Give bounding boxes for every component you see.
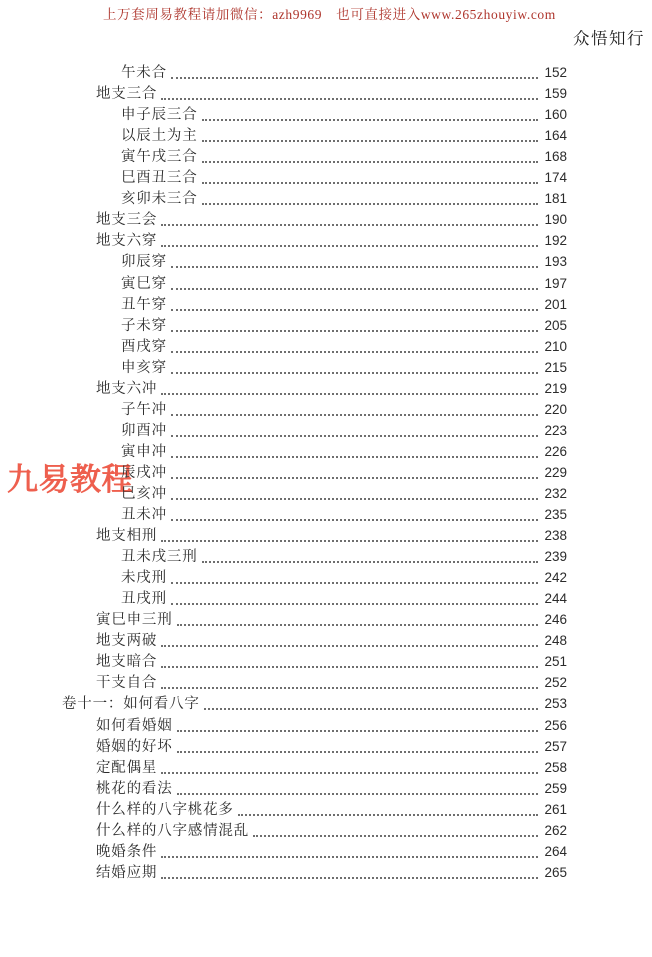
toc-entry-title: 寅申冲	[121, 443, 167, 460]
toc-dot-leader	[161, 877, 538, 879]
toc-entry-title: 寅巳申三刑	[96, 612, 173, 629]
toc-entry[interactable]	[62, 167, 567, 188]
toc-page-number: 219	[544, 380, 567, 396]
toc-page-number: 242	[544, 570, 567, 586]
toc-entry-title: 地支六穿	[96, 233, 158, 250]
toc-page-number: 181	[544, 191, 567, 207]
toc-entry[interactable]	[62, 420, 567, 441]
toc-dot-leader	[171, 519, 538, 521]
toc-dot-leader	[202, 140, 539, 142]
toc-entry-title: 桃花的看法	[96, 780, 173, 797]
toc-dot-leader	[202, 182, 539, 184]
toc-entry[interactable]	[62, 504, 567, 525]
toc-page-number: 253	[544, 696, 567, 712]
toc-page-number: 190	[544, 212, 567, 228]
toc-dot-leader	[202, 561, 539, 563]
toc-entry[interactable]	[62, 672, 567, 693]
toc-page-number: 215	[544, 359, 567, 375]
toc-entry[interactable]	[62, 62, 567, 83]
toc-page-number: 226	[544, 443, 567, 459]
toc-page-number: 197	[544, 275, 567, 291]
toc-list	[62, 62, 567, 883]
toc-entry-title: 午未合	[121, 65, 167, 82]
toc-page-number: 265	[544, 864, 567, 880]
toc-dot-leader	[171, 414, 538, 416]
toc-entry-title: 寅巳穿	[121, 275, 167, 292]
toc-dot-leader	[171, 456, 538, 458]
toc-page-number: 160	[544, 107, 567, 123]
toc-entry[interactable]	[62, 441, 567, 462]
toc-entry-title: 卯辰穿	[121, 254, 167, 271]
toc-dot-leader	[171, 435, 538, 437]
toc-entry-title: 什么样的八字感情混乱	[96, 822, 249, 839]
toc-entry-title: 婚姻的好坏	[96, 738, 173, 755]
toc-entry-title: 卷十一：如何看八字	[62, 696, 200, 713]
toc-page-number: 248	[544, 633, 567, 649]
toc-page-number: 251	[544, 654, 567, 670]
toc-dot-leader	[204, 708, 538, 710]
toc-entry-title: 结婚应期	[96, 864, 158, 881]
toc-dot-leader	[171, 330, 538, 332]
toc-entry-title: 地支两破	[96, 633, 158, 650]
toc-entry-title: 寅午戌三合	[121, 149, 198, 166]
toc-entry[interactable]	[62, 651, 567, 672]
toc-page-number: 201	[544, 296, 567, 312]
toc-entry[interactable]	[62, 251, 567, 272]
toc-dot-leader	[171, 603, 538, 605]
toc-entry-title: 未戌刑	[121, 570, 167, 587]
toc-entry[interactable]	[62, 714, 567, 735]
toc-entry[interactable]	[62, 483, 567, 504]
toc-entry[interactable]	[62, 462, 567, 483]
toc-entry-title: 什么样的八字桃花多	[96, 801, 234, 818]
toc-dot-leader	[161, 645, 538, 647]
toc-dot-leader	[253, 835, 538, 837]
toc-entry[interactable]	[62, 336, 567, 357]
toc-entry-title: 地支六冲	[96, 380, 158, 397]
toc-entry[interactable]	[62, 125, 567, 146]
toc-entry-title: 地支暗合	[96, 654, 158, 671]
toc-entry[interactable]	[62, 693, 567, 714]
toc-entry-title: 以辰土为主	[121, 128, 198, 145]
toc-page-number: 220	[544, 401, 567, 417]
toc-entry[interactable]	[62, 799, 567, 820]
toc-entry-title: 申亥穿	[121, 359, 167, 376]
watermark-text: 九易教程	[7, 462, 133, 497]
toc-entry-title: 丑午穿	[121, 296, 167, 313]
toc-entry-title: 地支相刑	[96, 528, 158, 545]
toc-page-number: 238	[544, 528, 567, 544]
toc-page-number: 262	[544, 822, 567, 838]
toc-page-number: 168	[544, 149, 567, 165]
toc-page-number: 246	[544, 612, 567, 628]
toc-page-number: 192	[544, 233, 567, 249]
toc-entry[interactable]	[62, 609, 567, 630]
toc-entry-title: 卯酉冲	[121, 422, 167, 439]
toc-entry-title: 丑戌刑	[121, 591, 167, 608]
toc-dot-leader	[161, 687, 538, 689]
toc-entry-title: 子午冲	[121, 401, 167, 418]
toc-dot-leader	[171, 77, 538, 79]
toc-entry[interactable]	[62, 778, 567, 799]
toc-dot-leader	[177, 730, 539, 732]
toc-page-number: 258	[544, 759, 567, 775]
toc-entry[interactable]	[62, 862, 567, 883]
toc-entry[interactable]	[62, 567, 567, 588]
toc-dot-leader	[238, 814, 538, 816]
toc-dot-leader	[161, 393, 538, 395]
toc-dot-leader	[161, 540, 538, 542]
toc-entry[interactable]	[62, 820, 567, 841]
toc-dot-leader	[202, 161, 539, 163]
toc-dot-leader	[171, 309, 538, 311]
toc-entry[interactable]	[62, 146, 567, 167]
toc-dot-leader	[171, 266, 538, 268]
toc-page-number: 229	[544, 464, 567, 480]
toc-dot-leader	[161, 98, 538, 100]
toc-dot-leader	[161, 666, 538, 668]
toc-page-number: 193	[544, 254, 567, 270]
toc-entry[interactable]	[62, 294, 567, 315]
toc-entry-title: 子未穿	[121, 317, 167, 334]
toc-dot-leader	[161, 856, 538, 858]
toc-page-number: 210	[544, 338, 567, 354]
toc-page-number: 239	[544, 549, 567, 565]
toc-entry[interactable]	[62, 357, 567, 378]
toc-page-number: 244	[544, 591, 567, 607]
toc-page-number: 152	[544, 65, 567, 81]
toc-page-number: 164	[544, 128, 567, 144]
toc-page-number: 159	[544, 86, 567, 102]
toc-dot-leader	[161, 224, 538, 226]
header-brand-text: 众悟知行	[573, 29, 645, 48]
toc-entry[interactable]	[62, 841, 567, 862]
toc-entry[interactable]	[62, 83, 567, 104]
toc-dot-leader	[177, 793, 539, 795]
toc-dot-leader	[171, 477, 538, 479]
toc-page-number: 256	[544, 717, 567, 733]
toc-entry[interactable]	[62, 104, 567, 125]
toc-dot-leader	[171, 498, 538, 500]
toc-page-number: 264	[544, 843, 567, 859]
toc-page-number: 259	[544, 780, 567, 796]
toc-entry[interactable]	[62, 630, 567, 651]
toc-page-number: 252	[544, 675, 567, 691]
toc-entry-title: 辰戌冲	[121, 464, 167, 481]
toc-dot-leader	[161, 245, 538, 247]
toc-page-number: 235	[544, 507, 567, 523]
toc-entry-title: 如何看婚姻	[96, 717, 173, 734]
toc-dot-leader	[171, 351, 538, 353]
toc-entry-title: 巳亥冲	[121, 485, 167, 502]
toc-entry[interactable]	[62, 757, 567, 778]
toc-dot-leader	[171, 582, 538, 584]
toc-dot-leader	[171, 372, 538, 374]
toc-entry[interactable]	[62, 736, 567, 757]
toc-entry-title: 干支自合	[96, 675, 158, 692]
toc-entry-title: 地支三合	[96, 86, 158, 103]
toc-page-number: 261	[544, 801, 567, 817]
toc-entry[interactable]	[62, 188, 567, 209]
toc-entry[interactable]	[62, 546, 567, 567]
toc-dot-leader	[177, 751, 539, 753]
toc-entry[interactable]	[62, 525, 567, 546]
toc-dot-leader	[171, 288, 538, 290]
toc-dot-leader	[202, 203, 539, 205]
toc-page-number: 205	[544, 317, 567, 333]
toc-page-number: 174	[544, 170, 567, 186]
toc-entry-title: 晚婚条件	[96, 843, 158, 860]
toc-entry[interactable]	[62, 315, 567, 336]
header-promo-text: 上万套周易教程请加微信：azh9969 也可直接进入www.265zhouyiw.com	[103, 7, 556, 22]
toc-entry[interactable]	[62, 588, 567, 609]
toc-entry[interactable]	[62, 378, 567, 399]
toc-entry-title: 酉戌穿	[121, 338, 167, 355]
toc-entry-title: 巳酉丑三合	[121, 170, 198, 187]
toc-entry-title: 地支三会	[96, 212, 158, 229]
toc-entry[interactable]	[62, 230, 567, 251]
toc-page-number: 232	[544, 485, 567, 501]
toc-dot-leader	[202, 119, 539, 121]
toc-page-number: 223	[544, 422, 567, 438]
toc-entry-title: 丑未冲	[121, 507, 167, 524]
toc-entry-title: 丑未戌三刑	[121, 549, 198, 566]
toc-entry[interactable]	[62, 272, 567, 293]
toc-entry[interactable]	[62, 209, 567, 230]
toc-dot-leader	[177, 624, 539, 626]
toc-page-number: 257	[544, 738, 567, 754]
toc-entry-title: 定配偶星	[96, 759, 158, 776]
toc-entry-title: 申子辰三合	[121, 107, 198, 124]
toc-entry-title: 亥卯未三合	[121, 191, 198, 208]
toc-dot-leader	[161, 772, 538, 774]
toc-entry[interactable]	[62, 399, 567, 420]
